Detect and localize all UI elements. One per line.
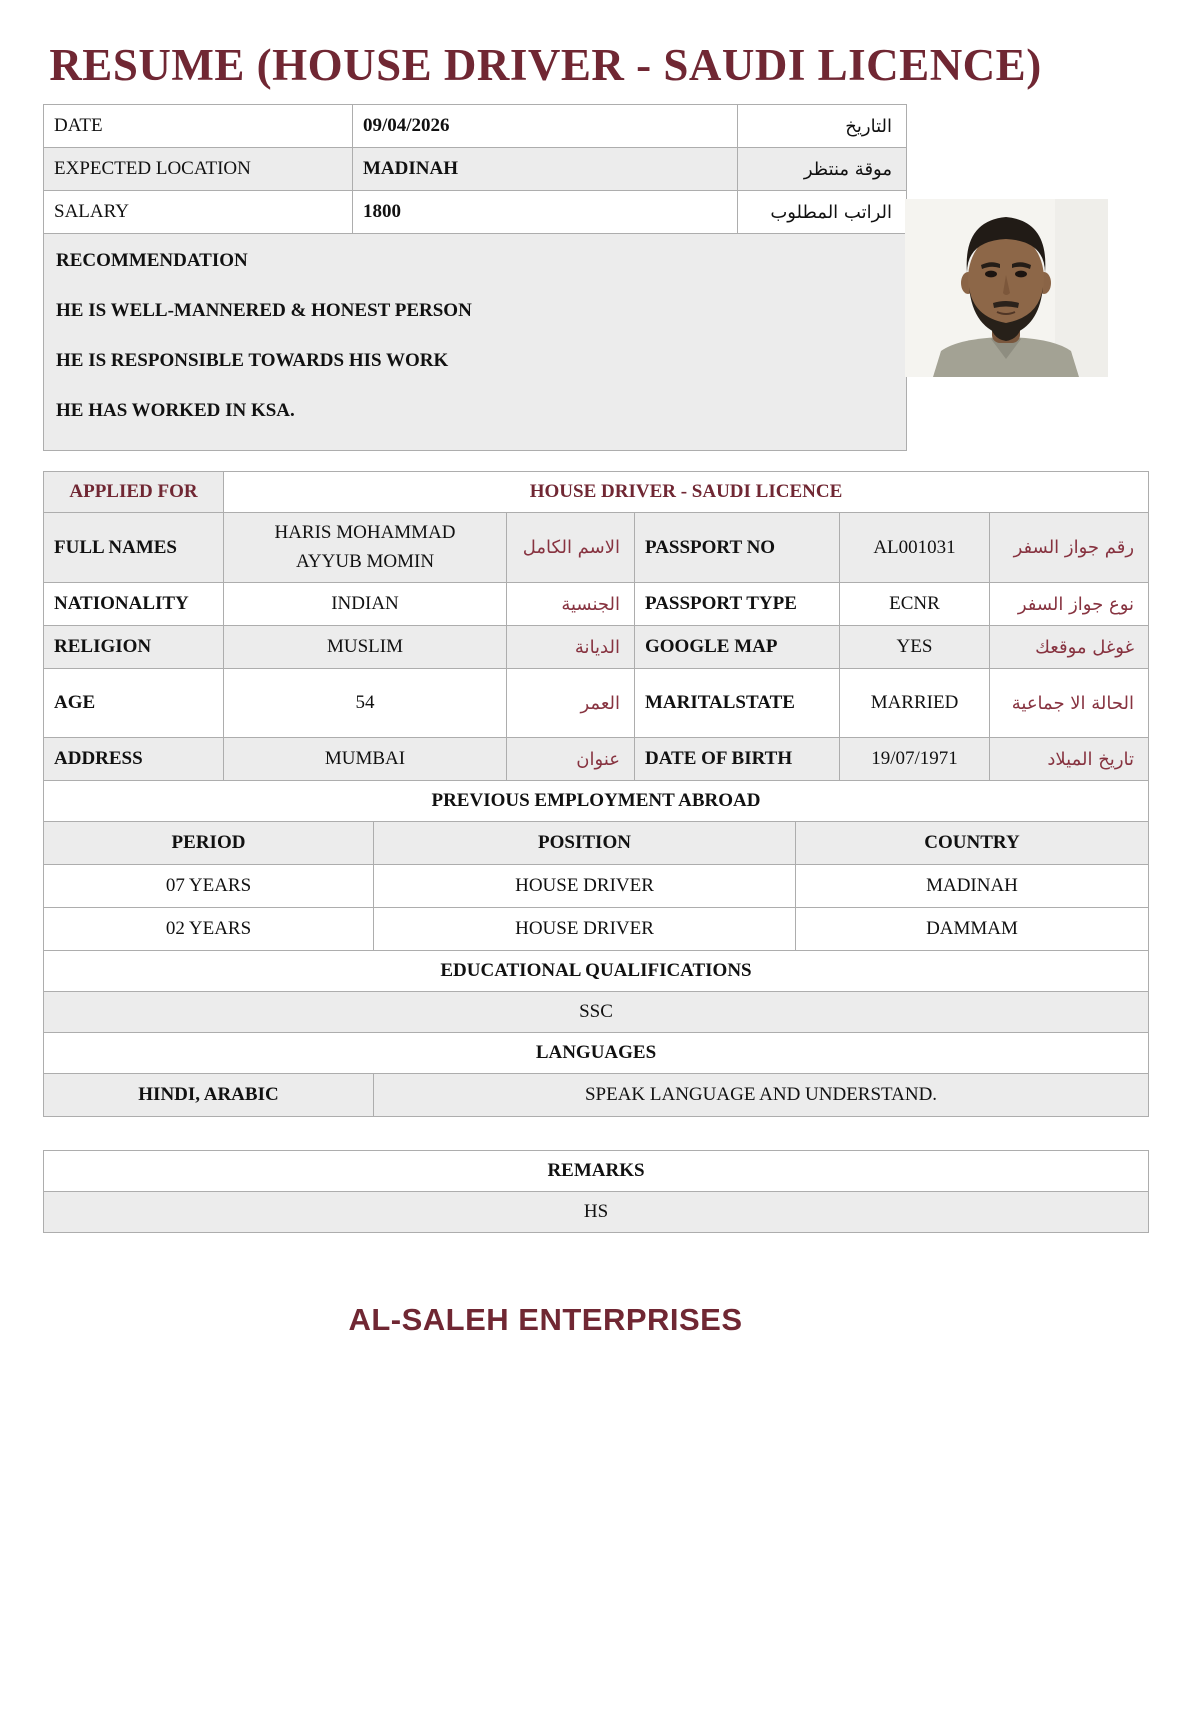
passport-no-value: AL001031 <box>840 513 990 583</box>
salary-label: SALARY <box>44 191 353 234</box>
languages-title-row <box>44 1033 1149 1074</box>
details-table <box>43 471 1149 781</box>
date-of-birth-label: DATE OF BIRTH <box>635 738 840 781</box>
age-value: 54 <box>224 669 507 738</box>
education-title-row <box>44 951 1149 992</box>
address-row <box>44 738 1149 781</box>
education-table <box>43 950 1149 1033</box>
languages-value: HINDI, ARABIC <box>44 1074 374 1117</box>
date-arabic-label: التاريخ <box>738 105 907 148</box>
religion-value: MUSLIM <box>224 626 507 669</box>
full-names-label: FULL NAMES <box>44 513 224 583</box>
religion-label: RELIGION <box>44 626 224 669</box>
nationality-label: NATIONALITY <box>44 583 224 626</box>
period-value: 07 YEARS <box>44 865 374 908</box>
applicant-photo <box>905 199 1108 377</box>
address-arabic-label: عنوان <box>507 738 635 781</box>
applied-for-label: APPLIED FOR <box>44 472 224 513</box>
applied-for-row <box>44 472 1149 513</box>
date-of-birth-value: 19/07/1971 <box>840 738 990 781</box>
info-row-expected-location <box>44 148 907 191</box>
date-of-birth-arabic-label: تاريخ الميلاد <box>990 738 1149 781</box>
google-map-value: YES <box>840 626 990 669</box>
employment-table <box>43 821 1149 951</box>
passport-type-label: PASSPORT TYPE <box>635 583 840 626</box>
google-map-arabic-label: غوغل موقعك <box>990 626 1149 669</box>
languages-note: SPEAK LANGUAGE AND UNDERSTAND. <box>374 1074 1149 1117</box>
period-value: 02 YEARS <box>44 908 374 951</box>
remarks-title-row <box>44 1151 1149 1192</box>
age-arabic-label: العمر <box>507 669 635 738</box>
info-table <box>43 104 907 451</box>
education-value-row <box>44 992 1149 1033</box>
remarks-value: HS <box>44 1192 1149 1233</box>
employment-header-row <box>44 822 1149 865</box>
age-label: AGE <box>44 669 224 738</box>
full-names-text: HARIS MOHAMMAD AYYUB MOMIN <box>274 522 456 572</box>
employment-row <box>44 865 1149 908</box>
date-value: 09/04/2026 <box>353 105 738 148</box>
salary-value: 1800 <box>353 191 738 234</box>
period-header: PERIOD <box>44 822 374 865</box>
page-title: RESUME (HOUSE DRIVER - SAUDI LICENCE) <box>49 40 1042 90</box>
passport-type-arabic-label: نوع جواز السفر <box>990 583 1149 626</box>
marital-state-value: MARRIED <box>840 669 990 738</box>
full-names-row <box>44 513 1149 583</box>
country-header: COUNTRY <box>796 822 1149 865</box>
marital-state-label: MARITALSTATE <box>635 669 840 738</box>
passport-no-label: PASSPORT NO <box>635 513 840 583</box>
languages-section-title: LANGUAGES <box>44 1033 1149 1074</box>
languages-row <box>44 1074 1149 1117</box>
languages-title-table <box>43 1032 1149 1074</box>
remarks-value-row <box>44 1192 1149 1233</box>
marital-state-arabic-label: الحالة الا جماعية <box>990 669 1149 738</box>
education-section-title: EDUCATIONAL QUALIFICATIONS <box>44 951 1149 992</box>
address-label: ADDRESS <box>44 738 224 781</box>
portrait-illustration <box>905 199 1108 377</box>
info-row-date <box>44 105 907 148</box>
expected-location-label: EXPECTED LOCATION <box>44 148 353 191</box>
header-section <box>43 104 906 451</box>
languages-table <box>43 1073 1149 1117</box>
remarks-section-title: REMARKS <box>44 1151 1149 1192</box>
passport-type-value: ECNR <box>840 583 990 626</box>
recommendation-line: HE IS RESPONSIBLE TOWARDS HIS WORK <box>56 350 449 372</box>
religion-row <box>44 626 1149 669</box>
full-names-value <box>224 513 507 583</box>
applied-for-value: HOUSE DRIVER - SAUDI LICENCE <box>224 472 1149 513</box>
recommendation-heading: RECOMMENDATION <box>56 250 248 272</box>
age-row <box>44 669 1149 738</box>
nationality-arabic-label: الجنسية <box>507 583 635 626</box>
nationality-value: INDIAN <box>224 583 507 626</box>
expected-location-arabic-label: موقة منتظر <box>738 148 907 191</box>
nationality-row <box>44 583 1149 626</box>
recommendation-line: HE IS WELL-MANNERED & HONEST PERSON <box>56 300 472 322</box>
full-names-arabic-label: الاسم الكامل <box>507 513 635 583</box>
position-value: HOUSE DRIVER <box>374 865 796 908</box>
recommendation-row <box>44 234 907 451</box>
country-value: MADINAH <box>796 865 1149 908</box>
employment-section-title: PREVIOUS EMPLOYMENT ABROAD <box>44 781 1149 822</box>
position-header: POSITION <box>374 822 796 865</box>
position-value: HOUSE DRIVER <box>374 908 796 951</box>
company-name: AL-SALEH ENTERPRISES <box>348 1302 743 1338</box>
employment-title-row <box>44 781 1149 822</box>
passport-no-arabic-label: رقم جواز السفر <box>990 513 1149 583</box>
google-map-label: GOOGLE MAP <box>635 626 840 669</box>
expected-location-value: MADINAH <box>353 148 738 191</box>
recommendation-block <box>44 234 907 451</box>
salary-arabic-label: الراتب المطلوب <box>738 191 907 234</box>
info-row-salary <box>44 191 907 234</box>
education-value: SSC <box>44 992 1149 1033</box>
address-value: MUMBAI <box>224 738 507 781</box>
remarks-table <box>43 1150 1149 1233</box>
date-label: DATE <box>44 105 353 148</box>
employment-row <box>44 908 1149 951</box>
religion-arabic-label: الديانة <box>507 626 635 669</box>
employment-title-table <box>43 780 1149 822</box>
country-value: DAMMAM <box>796 908 1149 951</box>
recommendation-line: HE HAS WORKED IN KSA. <box>56 400 295 422</box>
